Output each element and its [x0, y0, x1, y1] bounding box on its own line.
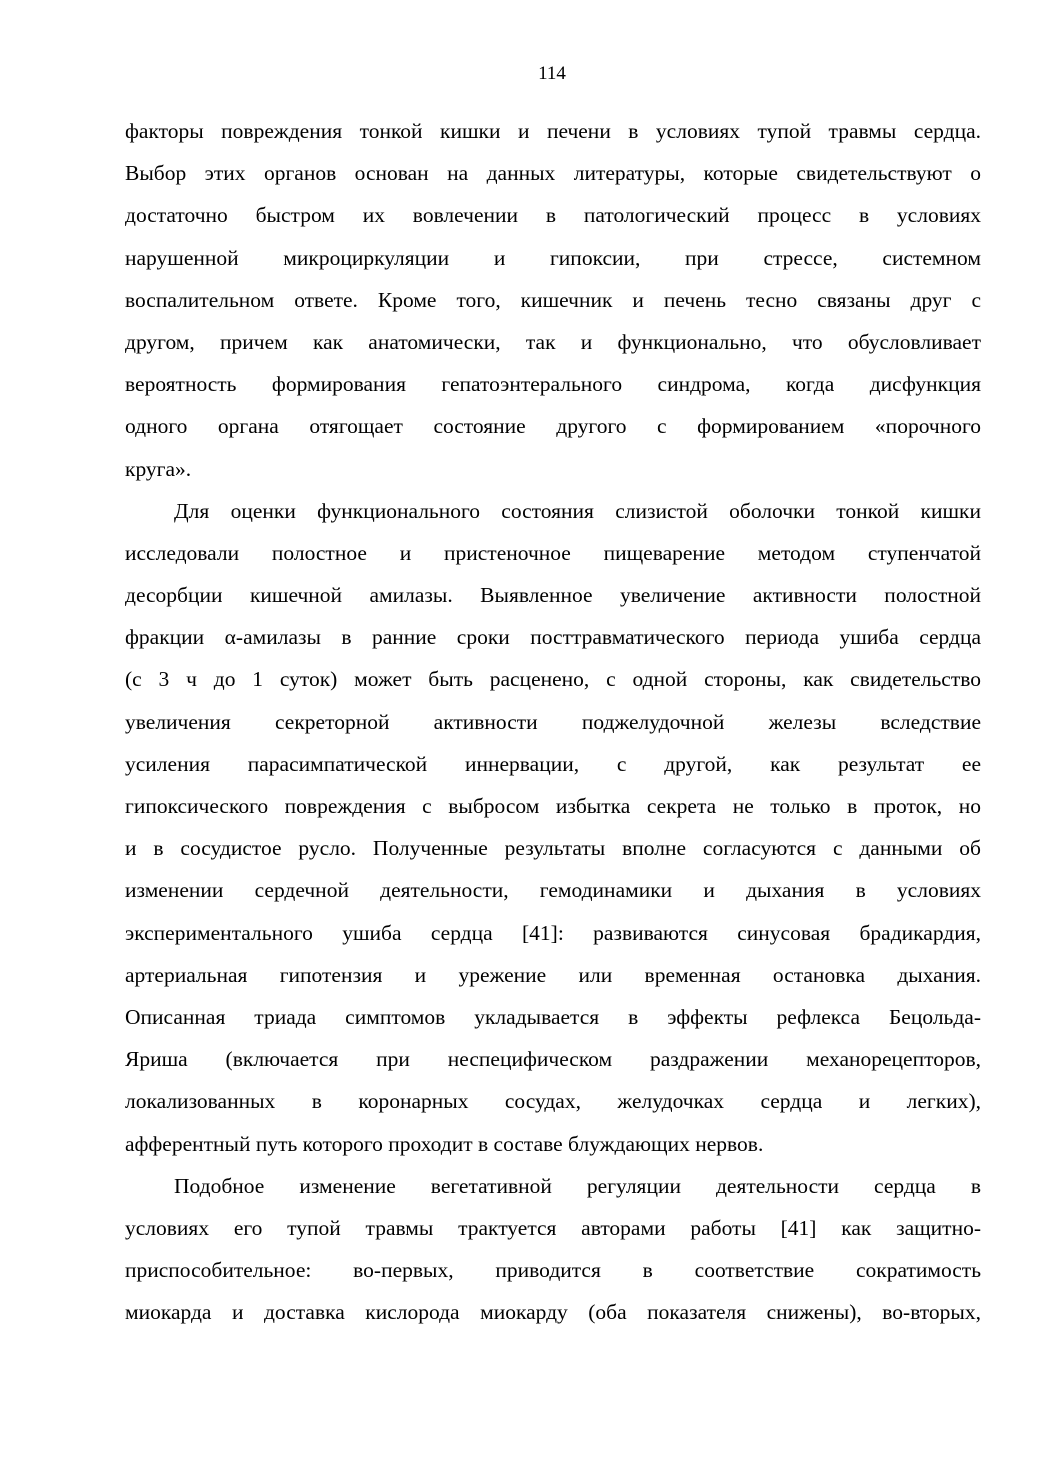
paragraph	[125, 1165, 981, 1334]
paragraph	[125, 490, 981, 1165]
text-line: локализованных в коронарных сосудах, желудочках сердца и легких),	[125, 1089, 981, 1114]
text-line: миокарда и доставка кислорода миокарду (оба показателя снижены), во-вторых,	[125, 1300, 981, 1325]
text-line: увеличения секреторной активности поджелудочной железы вследствие	[125, 709, 981, 734]
text-line: фракции α-амилазы в ранние сроки посттравматического периода ушиба сердца	[125, 625, 981, 650]
text-line: нарушенной микроциркуляции и гипоксии, при стрессе, системном	[125, 245, 981, 270]
text-line: Выбор этих органов основан на данных литературы, которые свидетельствуют о	[125, 161, 981, 186]
text-line: усиления парасимпатической иннервации, с другой, как результат ее	[125, 751, 981, 776]
text-line: Для оценки функционального состояния слизистой оболочки тонкой кишки	[174, 498, 981, 523]
text-line: Описанная триада симптомов укладывается в эффекты рефлекса Бецольда-	[125, 1004, 981, 1029]
text-line: экспериментального ушиба сердца [41]: развиваются синусовая брадикардия,	[125, 920, 981, 945]
text-line: другом, причем как анатомически, так и функционально, что обусловливает	[125, 329, 981, 354]
text-line: достаточно быстром их вовлечении в патологический процесс в условиях	[125, 203, 981, 228]
text-line: Яриша (включается при неспецифическом раздражении механорецепторов,	[125, 1047, 981, 1072]
text-line: гипоксического повреждения с выбросом избытка секрета не только в проток, но	[125, 794, 981, 818]
text-line: воспалительном ответе. Кроме того, кишечник и печень тесно связаны друг с	[125, 287, 981, 312]
text-line: и в сосудистое русло. Полученные результаты вполне согласуются с данными об	[125, 836, 981, 861]
text-line: изменении сердечной деятельности, гемодинамики и дыхания в условиях	[125, 878, 981, 903]
text-line: приспособительное: во-первых, приводится в соответствие сократимость	[125, 1258, 981, 1283]
paragraph	[125, 110, 981, 490]
text-line: условиях его тупой травмы трактуется авторами работы [41] как защитно-	[125, 1215, 981, 1240]
text-line: артериальная гипотензия и урежение или временная остановка дыхания.	[125, 962, 981, 987]
page-number: 114	[538, 63, 566, 84]
text-line: десорбции кишечной амилазы. Выявленное увеличение активности полостной	[125, 583, 981, 608]
text-line: круга».	[125, 456, 192, 481]
text-line: вероятность формирования гепатоэнтерального синдрома, когда дисфункция	[125, 372, 981, 397]
body-text	[125, 110, 981, 1333]
text-line: афферентный путь которого проходит в составе блуждающих нервов.	[125, 1131, 764, 1156]
text-line: исследовали полостное и пристеночное пищеварение методом ступенчатой	[125, 540, 981, 565]
text-line: факторы повреждения тонкой кишки и печени в условиях тупой травмы сердца.	[125, 119, 981, 143]
text-line: (с 3 ч до 1 суток) может быть расценено, с одной стороны, как свидетельство	[125, 667, 981, 692]
text-line: одного органа отягощает состояние другого с формированием «порочного	[125, 414, 981, 439]
text-line: Подобное изменение вегетативной регуляции деятельности сердца в	[174, 1173, 981, 1198]
